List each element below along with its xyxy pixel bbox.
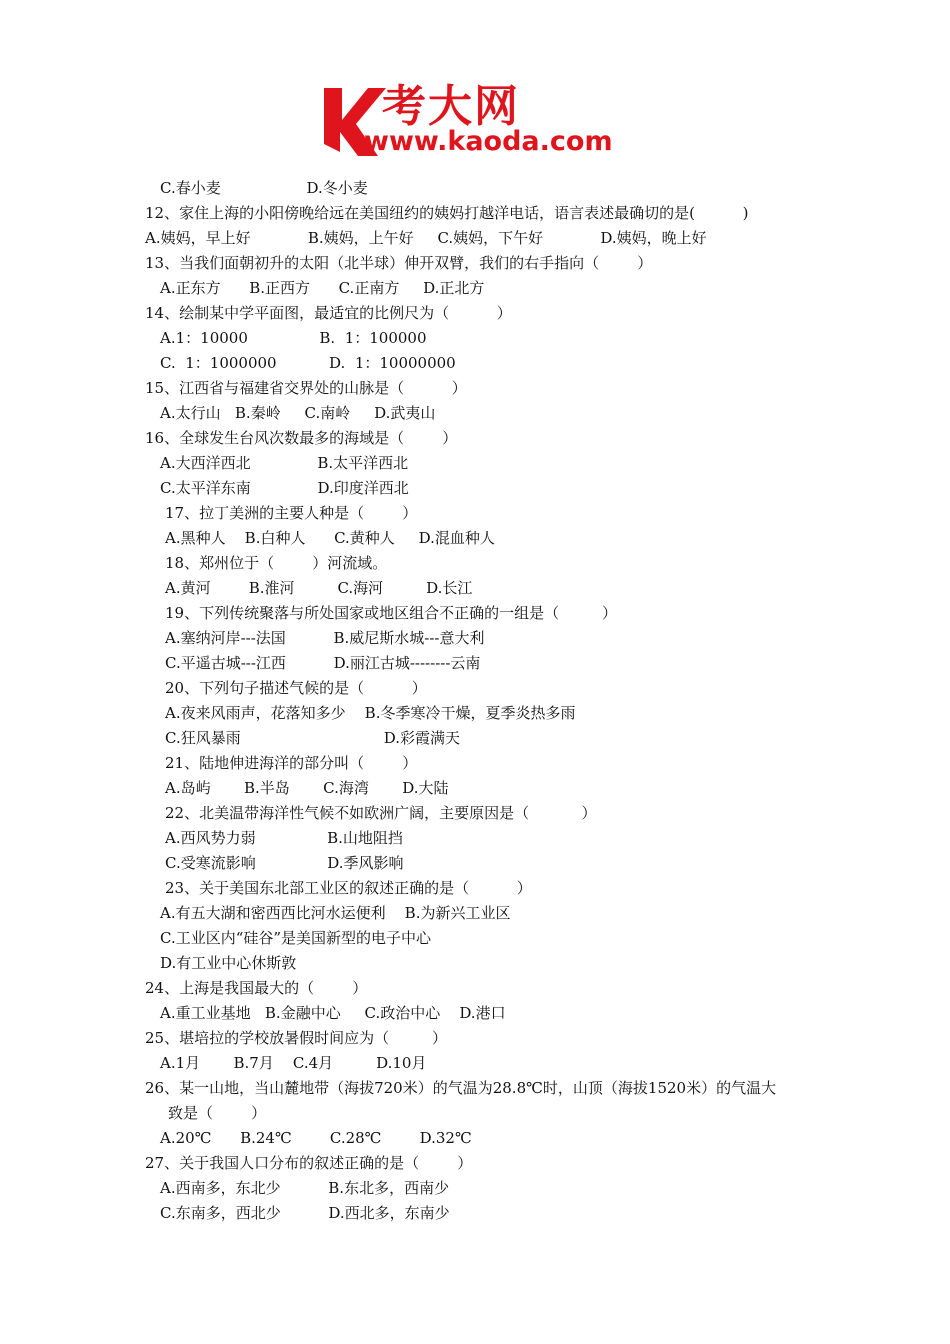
text-line: 12、家住上海的小阳傍晚给远在美国纽约的姨妈打越洋电话，语言表述最确切的是( ) bbox=[145, 204, 749, 222]
logo-url-text: www.kaoda.com bbox=[364, 126, 613, 157]
text-line: C.受寒流影响 D.季风影响 bbox=[165, 854, 404, 872]
text-line: A.20℃ B.24℃ C.28℃ D.32℃ bbox=[160, 1129, 472, 1147]
text-line: A.1：10000 B. 1：100000 bbox=[160, 329, 427, 347]
text-line: C.工业区内“硅谷”是美国新型的电子中心 bbox=[160, 929, 432, 947]
logo-brand-text: 考大网 bbox=[382, 81, 520, 132]
kaoda-logo bbox=[318, 82, 648, 162]
text-line: 26、某一山地，当山麓地带（海拔720米）的气温为28.8℃时，山顶（海拔1520米）的气温大 bbox=[145, 1079, 777, 1097]
text-line: A.太行山 B.秦岭 C.南岭 D.武夷山 bbox=[160, 404, 436, 422]
text-line: A.重工业基地 B.金融中心 C.政治中心 D.港口 bbox=[160, 1004, 506, 1022]
text-line: C.太平洋东南 D.印度洋西北 bbox=[160, 479, 409, 497]
text-line: 13、当我们面朝初升的太阳（北半球）伸开双臂，我们的右手指向（ ） bbox=[145, 254, 653, 272]
text-line: 19、下列传统聚落与所处国家或地区组合不正确的一组是（ ） bbox=[165, 604, 618, 622]
text-line: C.平遥古城---江西 D.丽江古城--------云南 bbox=[165, 654, 481, 672]
text-line: A.塞纳河岸---法国 B.威尼斯水城---意大利 bbox=[165, 629, 485, 647]
text-line: C.狂风暴雨 D.彩霞满天 bbox=[165, 729, 461, 747]
text-line: A.夜来风雨声，花落知多少 B.冬季寒冷干燥，夏季炎热多雨 bbox=[165, 704, 576, 722]
text-line: 16、全球发生台风次数最多的海域是（ ） bbox=[145, 429, 458, 447]
text-line: 21、陆地伸进海洋的部分叫（ ） bbox=[165, 754, 418, 772]
text-line: A.有五大湖和密西西比河水运便利 B.为新兴工业区 bbox=[160, 904, 511, 922]
text-line: 17、拉丁美洲的主要人种是（ ） bbox=[165, 504, 418, 522]
text-line: A.正东方 B.正西方 C.正南方 D.正北方 bbox=[160, 279, 485, 297]
text-line: 25、堪培拉的学校放暑假时间应为（ ） bbox=[145, 1029, 448, 1047]
text-line: A.岛屿 B.半岛 C.海湾 D.大陆 bbox=[165, 779, 449, 797]
text-line: 18、郑州位于（ ）河流域。 bbox=[165, 554, 388, 572]
text-line: A.黑种人 B.白种人 C.黄种人 D.混血种人 bbox=[165, 529, 495, 547]
text-line: 24、上海是我国最大的（ ） bbox=[145, 979, 368, 997]
text-line: A.黄河 B.淮河 C.海河 D.长江 bbox=[165, 579, 473, 597]
text-line: A.姨妈，早上好 B.姨妈，上午好 C.姨妈，下午好 D.姨妈，晚上好 bbox=[145, 229, 707, 247]
text-line: D.有工业中心休斯敦 bbox=[160, 954, 297, 972]
text-line: A.西风势力弱 B.山地阻挡 bbox=[165, 829, 403, 847]
text-line: 22、北美温带海洋性气候不如欧洲广阔，主要原因是（ ） bbox=[165, 804, 597, 822]
text-line: C.春小麦 D.冬小麦 bbox=[160, 179, 368, 197]
text-line: 23、关于美国东北部工业区的叙述正确的是（ ） bbox=[165, 879, 532, 897]
text-line: 14、绘制某中学平面图，最适宜的比例尺为（ ） bbox=[145, 304, 512, 322]
text-line: 27、关于我国人口分布的叙述正确的是（ ） bbox=[145, 1154, 473, 1172]
text-line: A.西南多，东北少 B.东北多，西南少 bbox=[160, 1179, 450, 1197]
text-line: 15、江西省与福建省交界处的山脉是（ ） bbox=[145, 379, 467, 397]
text-line: 致是（ ） bbox=[168, 1104, 267, 1122]
text-line: C. 1：1000000 D. 1：10000000 bbox=[160, 354, 456, 372]
text-line: 20、下列句子描述气候的是（ ） bbox=[165, 679, 427, 697]
text-line: C.东南多，西北少 D.西北多，东南少 bbox=[160, 1204, 450, 1222]
text-line: A.大西洋西北 B.太平洋西北 bbox=[160, 454, 409, 472]
text-line: A.1月 B.7月 C.4月 D.10月 bbox=[160, 1054, 427, 1072]
